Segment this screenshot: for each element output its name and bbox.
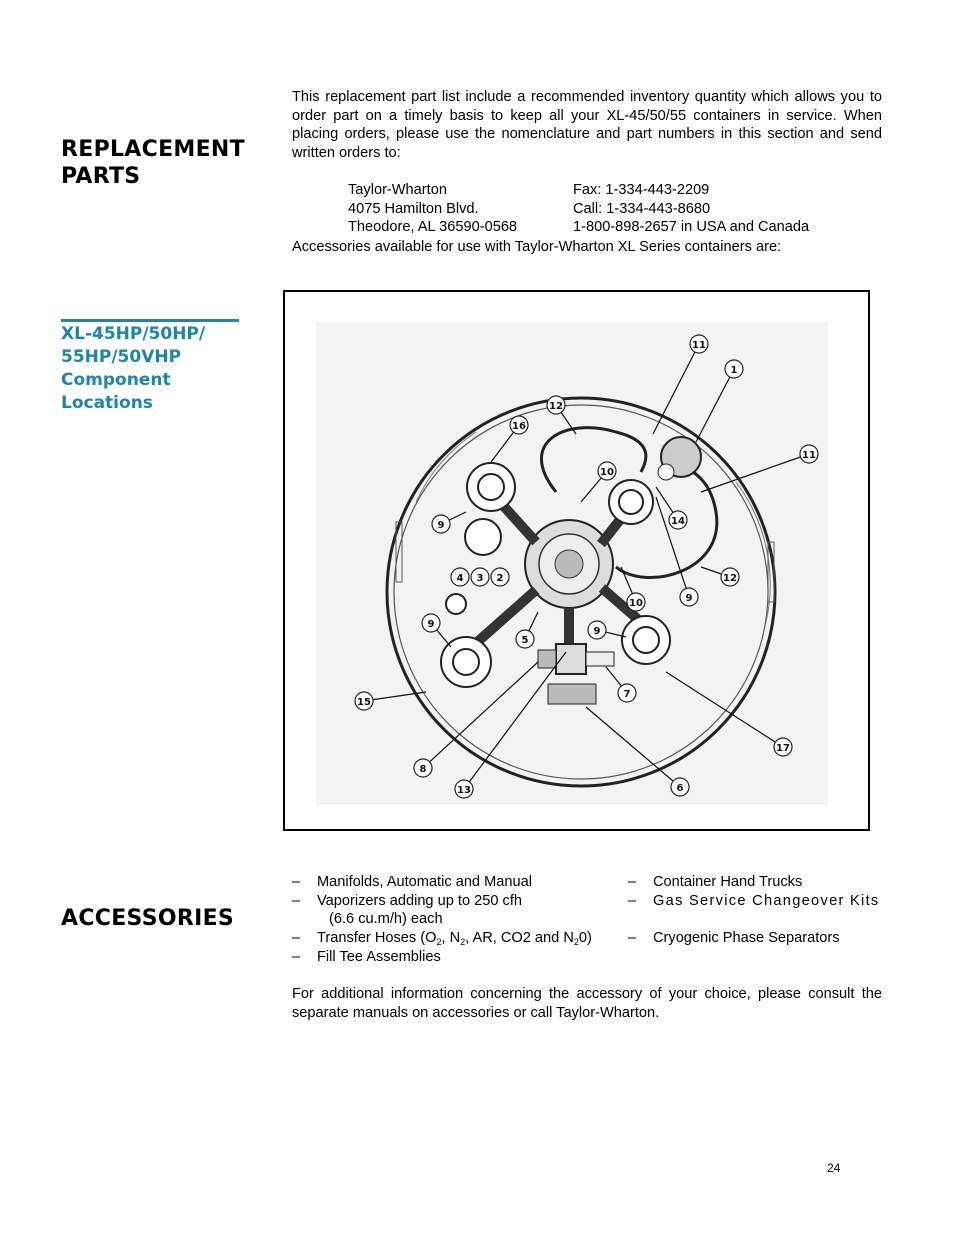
page-number: 24 [827, 1161, 841, 1175]
callout-marker [455, 780, 473, 798]
component-locations-diagram [316, 322, 828, 805]
svg-text:8: 8 [419, 764, 427, 775]
svg-text:12: 12 [723, 573, 737, 584]
callout-marker [491, 568, 509, 586]
callout-marker [671, 778, 689, 796]
callout-marker [690, 335, 708, 353]
address-line: 4075 Hamilton Blvd. [348, 200, 479, 217]
callout-marker [355, 692, 373, 710]
list-item-text: Container Hand Trucks [653, 874, 803, 890]
list-item-continuation: (6.6 cu.m/h) each [329, 911, 443, 928]
callout-marker [510, 416, 528, 434]
address-line: Theodore, AL 36590-0568 [348, 219, 518, 236]
subheading-line-2: 55HP/50VHP [61, 347, 182, 367]
callout-marker [725, 360, 743, 378]
list-item-text: Fill Tee Assemblies [317, 948, 441, 965]
list-item-text: Manifolds, Automatic and Manual [317, 874, 532, 890]
intro-paragraph: This replacement part list include a recommended inventory quantity which allows you to order part on a timely basis to keep all your XL-45/50/55 containers in service. When placing orders, please use the nomenclature and part numbers in this section and send written orders to: [292, 89, 882, 162]
toll-free-number: 1-800-898-2657 in USA and Canada [573, 219, 810, 236]
mailing-address [348, 181, 517, 237]
section-rule [61, 319, 239, 322]
callout-marker [800, 445, 818, 463]
list-item [628, 929, 882, 948]
list-dash: – [292, 948, 301, 965]
svg-text:9: 9 [437, 520, 445, 531]
svg-text:12: 12 [549, 401, 563, 412]
list-item-text: Gas Service Changeover Kits [653, 892, 880, 909]
list-item-text: Transfer Hoses ($O_2$, $N_2$, AR, CO2 and $N_20$) [317, 930, 592, 948]
svg-text:9: 9 [593, 626, 601, 637]
list-dash: – [292, 930, 301, 947]
heading-line-2: PARTS [61, 164, 141, 189]
list-item [292, 929, 612, 948]
list-item [628, 873, 882, 892]
svg-text:14: 14 [671, 516, 685, 527]
svg-text:11: 11 [802, 450, 816, 461]
svg-text:16: 16 [512, 421, 526, 432]
component-locations-heading [61, 323, 251, 415]
svg-text:10: 10 [629, 598, 643, 609]
replacement-parts-heading [61, 136, 245, 190]
svg-text:15: 15 [357, 697, 371, 708]
svg-text:6: 6 [676, 783, 684, 794]
address-line: Taylor-Wharton [348, 182, 447, 198]
svg-text:3: 3 [476, 573, 484, 584]
list-item [628, 892, 882, 929]
list-dash: – [292, 892, 301, 909]
call-number: Call: 1-334-443-8680 [573, 200, 711, 217]
callout-marker [598, 462, 616, 480]
svg-text:17: 17 [776, 743, 790, 754]
svg-text:13: 13 [457, 785, 471, 796]
accessories-list-left [292, 873, 612, 967]
additional-info-paragraph: For additional information concerning the accessory of your choice, please consult the separate manuals on accessories or call Taylor-Wharton. [292, 986, 882, 1021]
callout-marker [721, 568, 739, 586]
callout-marker [516, 630, 534, 648]
callout-marker [414, 759, 432, 777]
list-dash: – [628, 892, 638, 909]
svg-text:2: 2 [496, 573, 504, 584]
svg-text:11: 11 [692, 340, 706, 351]
svg-text:1: 1 [730, 365, 738, 376]
svg-text:5: 5 [521, 635, 529, 646]
list-item [292, 873, 612, 892]
svg-text:7: 7 [623, 689, 631, 700]
callout-marker [669, 511, 687, 529]
fax-number: Fax: 1-334-443-2209 [573, 182, 710, 198]
svg-text:9: 9 [685, 593, 693, 604]
callout-marker [547, 396, 565, 414]
callout-marker [627, 593, 645, 611]
callout-marker [588, 621, 606, 639]
list-item [292, 948, 612, 967]
accessories-intro: Accessories available for use with Taylor-Wharton XL Series containers are: [292, 239, 782, 255]
heading-line-1: REPLACEMENT [61, 137, 245, 162]
list-dash: – [628, 930, 637, 947]
callout-marker [471, 568, 489, 586]
callout-marker [618, 684, 636, 702]
callout-marker [774, 738, 792, 756]
list-item-text: Vaporizers adding up to 250 cfh [317, 892, 522, 909]
list-dash: – [628, 874, 637, 890]
subheading-line-3: Component [61, 370, 171, 390]
list-item [292, 892, 612, 929]
svg-text:10: 10 [600, 467, 614, 478]
svg-text:9: 9 [427, 619, 435, 630]
accessories-list-right [628, 873, 882, 948]
contact-numbers [573, 181, 809, 237]
svg-text:4: 4 [456, 573, 464, 584]
list-item-text: Cryogenic Phase Separators [653, 930, 840, 947]
subheading-line-1: XL-45HP/50HP/ [61, 324, 206, 344]
accessories-heading: ACCESSORIES [61, 906, 235, 931]
list-dash: – [292, 874, 301, 890]
callout-marker [451, 568, 469, 586]
subheading-line-4: Locations [61, 393, 153, 413]
callout-marker [422, 614, 440, 632]
callout-marker [432, 515, 450, 533]
callout-marker [680, 588, 698, 606]
